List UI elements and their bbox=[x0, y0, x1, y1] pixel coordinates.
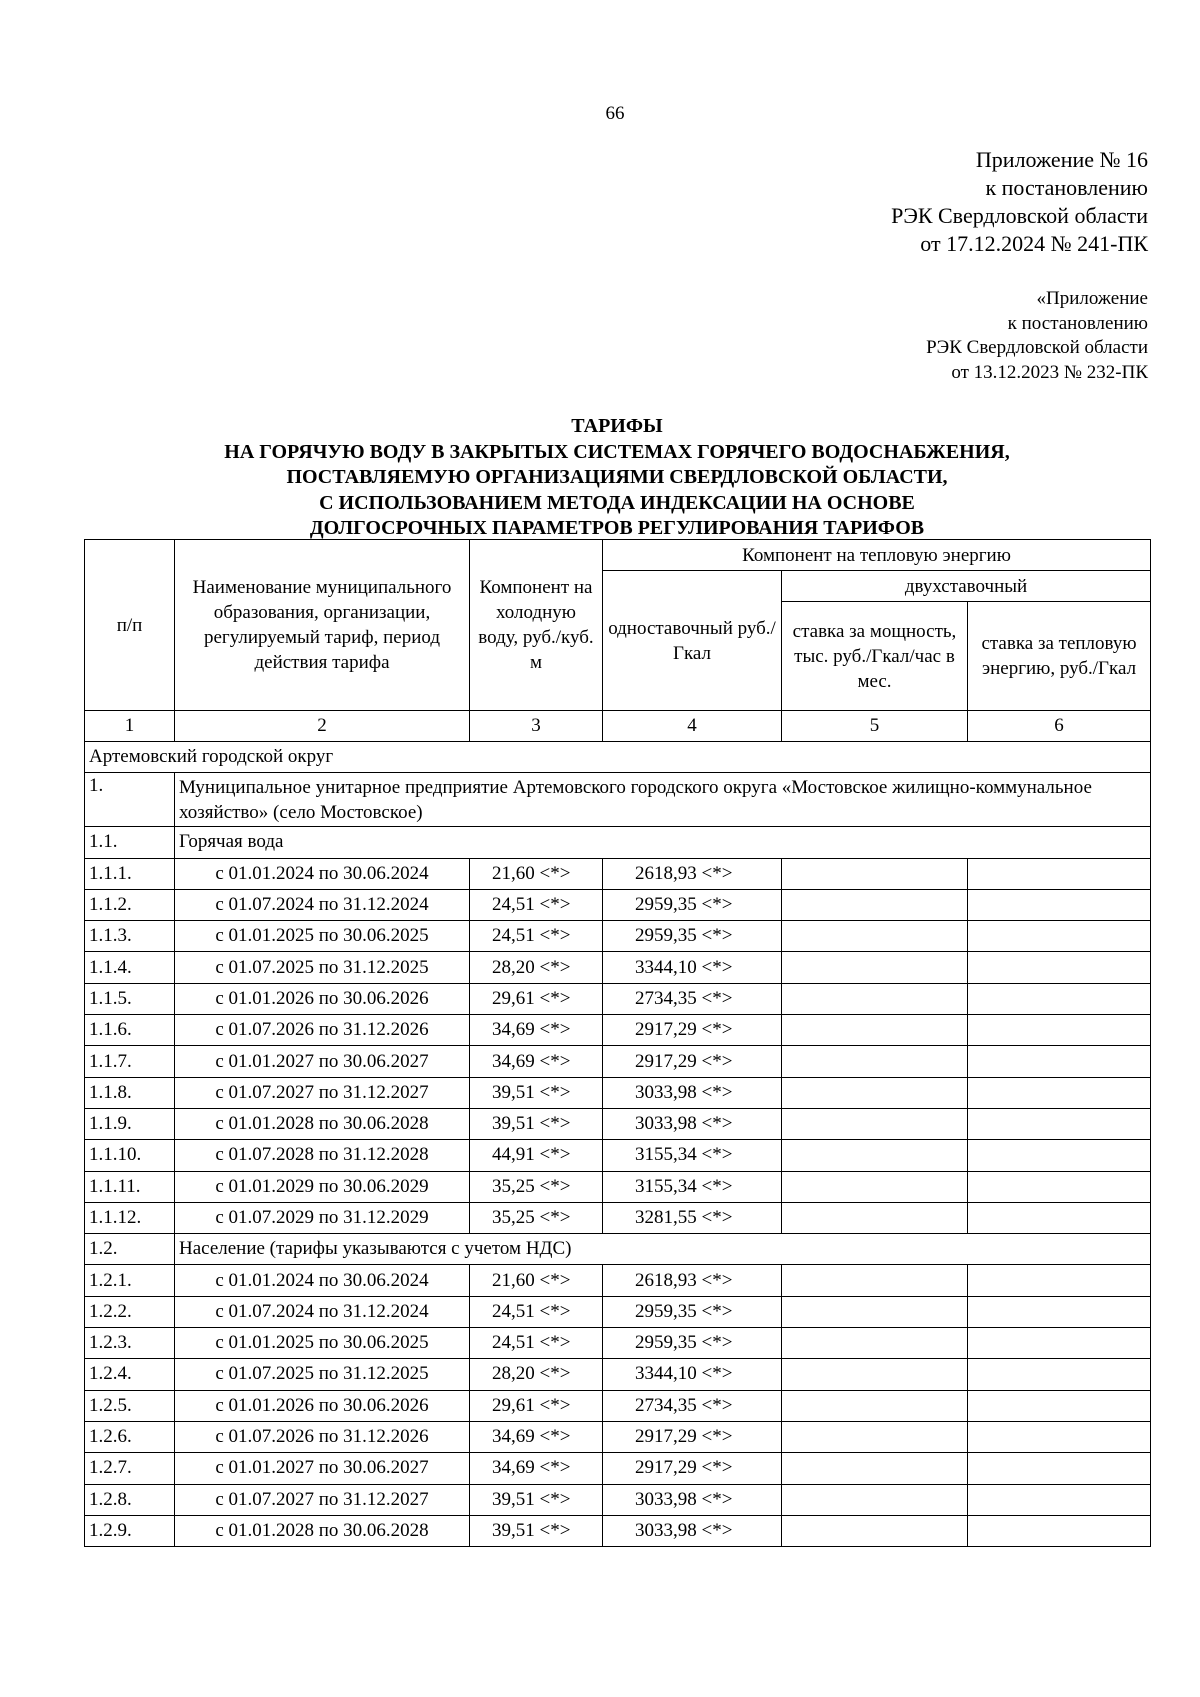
period-cell: с 01.01.2024 по 30.06.2024 bbox=[175, 858, 470, 889]
single-rate-cell: 3281,55 <*> bbox=[603, 1202, 782, 1233]
row-num-cell: 1.2.8. bbox=[85, 1484, 175, 1515]
header-name: Наименование муниципального образования, организации, регулируемый тариф, период действия тарифа bbox=[175, 540, 470, 711]
title-line: ПОСТАВЛЯЕМУЮ ОРГАНИЗАЦИЯМИ СВЕРДЛОВСКОЙ ОБЛАСТИ, bbox=[286, 466, 948, 488]
period-cell: с 01.07.2026 по 31.12.2026 bbox=[175, 1015, 470, 1046]
table-row bbox=[85, 952, 1151, 983]
table-row bbox=[85, 1077, 1151, 1108]
energy-rate-cell bbox=[968, 1296, 1151, 1327]
table-row bbox=[85, 1046, 1151, 1077]
table-row bbox=[85, 1296, 1151, 1327]
single-rate-cell: 3155,34 <*> bbox=[603, 1140, 782, 1171]
capacity-rate-cell bbox=[782, 1421, 968, 1452]
title-line: ДОЛГОСРОЧНЫХ ПАРАМЕТРОВ РЕГУЛИРОВАНИЯ ТАРИФОВ bbox=[309, 517, 925, 539]
table-row bbox=[85, 1140, 1151, 1171]
table-row bbox=[85, 983, 1151, 1014]
table-row bbox=[85, 1421, 1151, 1452]
header-capacity-rate: ставка за мощность, тыс. руб./Гкал/час в мес. bbox=[782, 602, 968, 711]
capacity-rate-cell bbox=[782, 1171, 968, 1202]
period-cell: с 01.07.2024 по 31.12.2024 bbox=[175, 889, 470, 920]
column-number: 1 bbox=[85, 711, 175, 742]
row-num-cell: 1.1.12. bbox=[85, 1202, 175, 1233]
section-title: Население (тарифы указываются с учетом НДС) bbox=[175, 1234, 1151, 1265]
capacity-rate-cell bbox=[782, 1077, 968, 1108]
header-heat-group: Компонент на тепловую энергию bbox=[603, 540, 1151, 571]
row-num-cell: 1.2.9. bbox=[85, 1515, 175, 1546]
document-title bbox=[84, 414, 1150, 542]
capacity-rate-cell bbox=[782, 1108, 968, 1139]
energy-rate-cell bbox=[968, 1202, 1151, 1233]
single-rate-cell: 2618,93 <*> bbox=[603, 1265, 782, 1296]
period-cell: с 01.07.2025 по 31.12.2025 bbox=[175, 1359, 470, 1390]
energy-rate-cell bbox=[968, 1421, 1151, 1452]
table-row bbox=[85, 1171, 1151, 1202]
period-cell: с 01.01.2025 по 30.06.2025 bbox=[175, 921, 470, 952]
row-num-cell: 1.1.9. bbox=[85, 1108, 175, 1139]
single-rate-cell: 2618,93 <*> bbox=[603, 858, 782, 889]
table-row bbox=[85, 1265, 1151, 1296]
period-cell: с 01.07.2029 по 31.12.2029 bbox=[175, 1202, 470, 1233]
cold-water-cell: 21,60 <*> bbox=[470, 1265, 603, 1296]
cold-water-cell: 29,61 <*> bbox=[470, 1390, 603, 1421]
table-row bbox=[85, 1328, 1151, 1359]
section-row bbox=[85, 1234, 1151, 1265]
energy-rate-cell bbox=[968, 1265, 1151, 1296]
period-cell: с 01.01.2025 по 30.06.2025 bbox=[175, 1328, 470, 1359]
cold-water-cell: 24,51 <*> bbox=[470, 921, 603, 952]
single-rate-cell: 2734,35 <*> bbox=[603, 1390, 782, 1421]
appendix-previous-line: к постановлению bbox=[1007, 312, 1148, 334]
single-rate-cell: 3033,98 <*> bbox=[603, 1108, 782, 1139]
row-num-cell: 1.2.3. bbox=[85, 1328, 175, 1359]
table-row bbox=[85, 1015, 1151, 1046]
column-number: 6 bbox=[968, 711, 1151, 742]
header-num: п/п bbox=[85, 540, 175, 711]
column-number: 2 bbox=[175, 711, 470, 742]
capacity-rate-cell bbox=[782, 1484, 968, 1515]
appendix-current-line: к постановлению bbox=[985, 175, 1148, 200]
energy-rate-cell bbox=[968, 1328, 1151, 1359]
single-rate-cell: 3344,10 <*> bbox=[603, 952, 782, 983]
cold-water-cell: 24,51 <*> bbox=[470, 889, 603, 920]
single-rate-cell: 2734,35 <*> bbox=[603, 983, 782, 1014]
capacity-rate-cell bbox=[782, 889, 968, 920]
cold-water-cell: 28,20 <*> bbox=[470, 1359, 603, 1390]
period-cell: с 01.01.2027 по 30.06.2027 bbox=[175, 1046, 470, 1077]
cold-water-cell: 39,51 <*> bbox=[470, 1515, 603, 1546]
table-row bbox=[85, 1484, 1151, 1515]
energy-rate-cell bbox=[968, 1484, 1151, 1515]
table-row bbox=[85, 1108, 1151, 1139]
period-cell: с 01.01.2027 по 30.06.2027 bbox=[175, 1453, 470, 1484]
period-cell: с 01.01.2024 по 30.06.2024 bbox=[175, 1265, 470, 1296]
period-cell: с 01.01.2028 по 30.06.2028 bbox=[175, 1515, 470, 1546]
row-num-cell: 1.1.10. bbox=[85, 1140, 175, 1171]
cold-water-cell: 24,51 <*> bbox=[470, 1296, 603, 1327]
period-cell: с 01.01.2026 по 30.06.2026 bbox=[175, 1390, 470, 1421]
row-num-cell: 1.2.4. bbox=[85, 1359, 175, 1390]
appendix-current-line: Приложение № 16 bbox=[975, 147, 1148, 172]
energy-rate-cell bbox=[968, 1359, 1151, 1390]
single-rate-cell: 3033,98 <*> bbox=[603, 1484, 782, 1515]
table-row bbox=[85, 858, 1151, 889]
single-rate-cell: 2959,35 <*> bbox=[603, 921, 782, 952]
table-row bbox=[85, 1453, 1151, 1484]
single-rate-cell: 2917,29 <*> bbox=[603, 1015, 782, 1046]
appendix-previous-line: «Приложение bbox=[1036, 288, 1148, 309]
cold-water-cell: 44,91 <*> bbox=[470, 1140, 603, 1171]
capacity-rate-cell bbox=[782, 952, 968, 983]
table-row bbox=[85, 1390, 1151, 1421]
section-num: 1.1. bbox=[85, 827, 175, 858]
row-num-cell: 1.2.7. bbox=[85, 1453, 175, 1484]
period-cell: с 01.07.2028 по 31.12.2028 bbox=[175, 1140, 470, 1171]
period-cell: с 01.07.2026 по 31.12.2026 bbox=[175, 1421, 470, 1452]
header-cold-water: Компонент на холодную воду, руб./куб. м bbox=[470, 540, 603, 711]
row-num-cell: 1.1.1. bbox=[85, 858, 175, 889]
page-number: 66 bbox=[605, 103, 625, 124]
column-number: 5 bbox=[782, 711, 968, 742]
row-num-cell: 1.1.11. bbox=[85, 1171, 175, 1202]
table-row bbox=[85, 1202, 1151, 1233]
period-cell: с 01.01.2029 по 30.06.2029 bbox=[175, 1171, 470, 1202]
single-rate-cell: 2959,35 <*> bbox=[603, 1328, 782, 1359]
cold-water-cell: 29,61 <*> bbox=[470, 983, 603, 1014]
appendix-previous-line: РЭК Свердловской области bbox=[926, 337, 1148, 358]
single-rate-cell: 2917,29 <*> bbox=[603, 1421, 782, 1452]
row-num-cell: 1.1.7. bbox=[85, 1046, 175, 1077]
cold-water-cell: 35,25 <*> bbox=[470, 1171, 603, 1202]
capacity-rate-cell bbox=[782, 1046, 968, 1077]
header-energy-rate: ставка за тепловую энергию, руб./Гкал bbox=[968, 602, 1151, 711]
single-rate-cell: 2917,29 <*> bbox=[603, 1046, 782, 1077]
single-rate-cell: 3155,34 <*> bbox=[603, 1171, 782, 1202]
section-title: Горячая вода bbox=[175, 827, 1151, 858]
table-row bbox=[85, 889, 1151, 920]
energy-rate-cell bbox=[968, 1077, 1151, 1108]
period-cell: с 01.01.2028 по 30.06.2028 bbox=[175, 1108, 470, 1139]
appendix-current-line: от 17.12.2024 № 241-ПК bbox=[920, 231, 1148, 256]
header-single-rate: одноставочный руб./Гкал bbox=[603, 571, 782, 711]
cold-water-cell: 34,69 <*> bbox=[470, 1421, 603, 1452]
capacity-rate-cell bbox=[782, 1296, 968, 1327]
organization-name: Муниципальное унитарное предприятие Артемовского городского округа «Мостовское жилищно-коммунальное хозяйство» (село Мостовское) bbox=[175, 773, 1151, 827]
capacity-rate-cell bbox=[782, 858, 968, 889]
single-rate-cell: 3344,10 <*> bbox=[603, 1359, 782, 1390]
cold-water-cell: 24,51 <*> bbox=[470, 1328, 603, 1359]
column-number: 3 bbox=[470, 711, 603, 742]
appendix-previous bbox=[926, 287, 1148, 385]
capacity-rate-cell bbox=[782, 1328, 968, 1359]
cold-water-cell: 35,25 <*> bbox=[470, 1202, 603, 1233]
header-two-part-group: двухставочный bbox=[782, 571, 1151, 602]
energy-rate-cell bbox=[968, 983, 1151, 1014]
row-num-cell: 1.1.8. bbox=[85, 1077, 175, 1108]
table-row bbox=[85, 1515, 1151, 1546]
cold-water-cell: 39,51 <*> bbox=[470, 1484, 603, 1515]
energy-rate-cell bbox=[968, 1390, 1151, 1421]
cold-water-cell: 34,69 <*> bbox=[470, 1453, 603, 1484]
capacity-rate-cell bbox=[782, 1453, 968, 1484]
capacity-rate-cell bbox=[782, 1015, 968, 1046]
capacity-rate-cell bbox=[782, 1140, 968, 1171]
row-num-cell: 1.1.3. bbox=[85, 921, 175, 952]
appendix-current bbox=[891, 146, 1148, 258]
row-num-cell: 1.1.2. bbox=[85, 889, 175, 920]
section-num: 1.2. bbox=[85, 1234, 175, 1265]
title-line: ТАРИФЫ bbox=[571, 415, 663, 437]
energy-rate-cell bbox=[968, 1108, 1151, 1139]
energy-rate-cell bbox=[968, 952, 1151, 983]
tariffs-table bbox=[84, 539, 1151, 1547]
row-num-cell: 1.2.5. bbox=[85, 1390, 175, 1421]
single-rate-cell: 2959,35 <*> bbox=[603, 1296, 782, 1327]
organization-num: 1. bbox=[85, 773, 175, 827]
single-rate-cell: 2917,29 <*> bbox=[603, 1453, 782, 1484]
energy-rate-cell bbox=[968, 1015, 1151, 1046]
capacity-rate-cell bbox=[782, 921, 968, 952]
energy-rate-cell bbox=[968, 889, 1151, 920]
capacity-rate-cell bbox=[782, 1390, 968, 1421]
energy-rate-cell bbox=[968, 1453, 1151, 1484]
row-num-cell: 1.2.6. bbox=[85, 1421, 175, 1452]
energy-rate-cell bbox=[968, 1046, 1151, 1077]
energy-rate-cell bbox=[968, 1515, 1151, 1546]
appendix-previous-line: от 13.12.2023 № 232-ПК bbox=[951, 361, 1148, 383]
title-line: НА ГОРЯЧУЮ ВОДУ В ЗАКРЫТЫХ СИСТЕМАХ ГОРЯЧЕГО ВОДОСНАБЖЕНИЯ, bbox=[224, 440, 1010, 463]
cold-water-cell: 28,20 <*> bbox=[470, 952, 603, 983]
table-row bbox=[85, 1359, 1151, 1390]
capacity-rate-cell bbox=[782, 983, 968, 1014]
period-cell: с 01.07.2025 по 31.12.2025 bbox=[175, 952, 470, 983]
capacity-rate-cell bbox=[782, 1359, 968, 1390]
period-cell: с 01.01.2026 по 30.06.2026 bbox=[175, 983, 470, 1014]
section-row bbox=[85, 827, 1151, 858]
row-num-cell: 1.2.2. bbox=[85, 1296, 175, 1327]
cold-water-cell: 21,60 <*> bbox=[470, 858, 603, 889]
capacity-rate-cell bbox=[782, 1515, 968, 1546]
capacity-rate-cell bbox=[782, 1202, 968, 1233]
appendix-current-line: РЭК Свердловской области bbox=[891, 203, 1148, 228]
period-cell: с 01.07.2027 по 31.12.2027 bbox=[175, 1484, 470, 1515]
column-number: 4 bbox=[603, 711, 782, 742]
energy-rate-cell bbox=[968, 858, 1151, 889]
energy-rate-cell bbox=[968, 1171, 1151, 1202]
period-cell: с 01.07.2027 по 31.12.2027 bbox=[175, 1077, 470, 1108]
energy-rate-cell bbox=[968, 921, 1151, 952]
title-line: С ИСПОЛЬЗОВАНИЕМ МЕТОДА ИНДЕКСАЦИИ НА ОСНОВЕ bbox=[319, 491, 915, 514]
capacity-rate-cell bbox=[782, 1265, 968, 1296]
single-rate-cell: 3033,98 <*> bbox=[603, 1077, 782, 1108]
district-row: Артемовский городской округ bbox=[85, 742, 1151, 773]
energy-rate-cell bbox=[968, 1140, 1151, 1171]
single-rate-cell: 2959,35 <*> bbox=[603, 889, 782, 920]
single-rate-cell: 3033,98 <*> bbox=[603, 1515, 782, 1546]
row-num-cell: 1.1.5. bbox=[85, 983, 175, 1014]
cold-water-cell: 39,51 <*> bbox=[470, 1077, 603, 1108]
cold-water-cell: 34,69 <*> bbox=[470, 1046, 603, 1077]
period-cell: с 01.07.2024 по 31.12.2024 bbox=[175, 1296, 470, 1327]
row-num-cell: 1.1.4. bbox=[85, 952, 175, 983]
table-row bbox=[85, 921, 1151, 952]
cold-water-cell: 39,51 <*> bbox=[470, 1108, 603, 1139]
row-num-cell: 1.2.1. bbox=[85, 1265, 175, 1296]
cold-water-cell: 34,69 <*> bbox=[470, 1015, 603, 1046]
row-num-cell: 1.1.6. bbox=[85, 1015, 175, 1046]
